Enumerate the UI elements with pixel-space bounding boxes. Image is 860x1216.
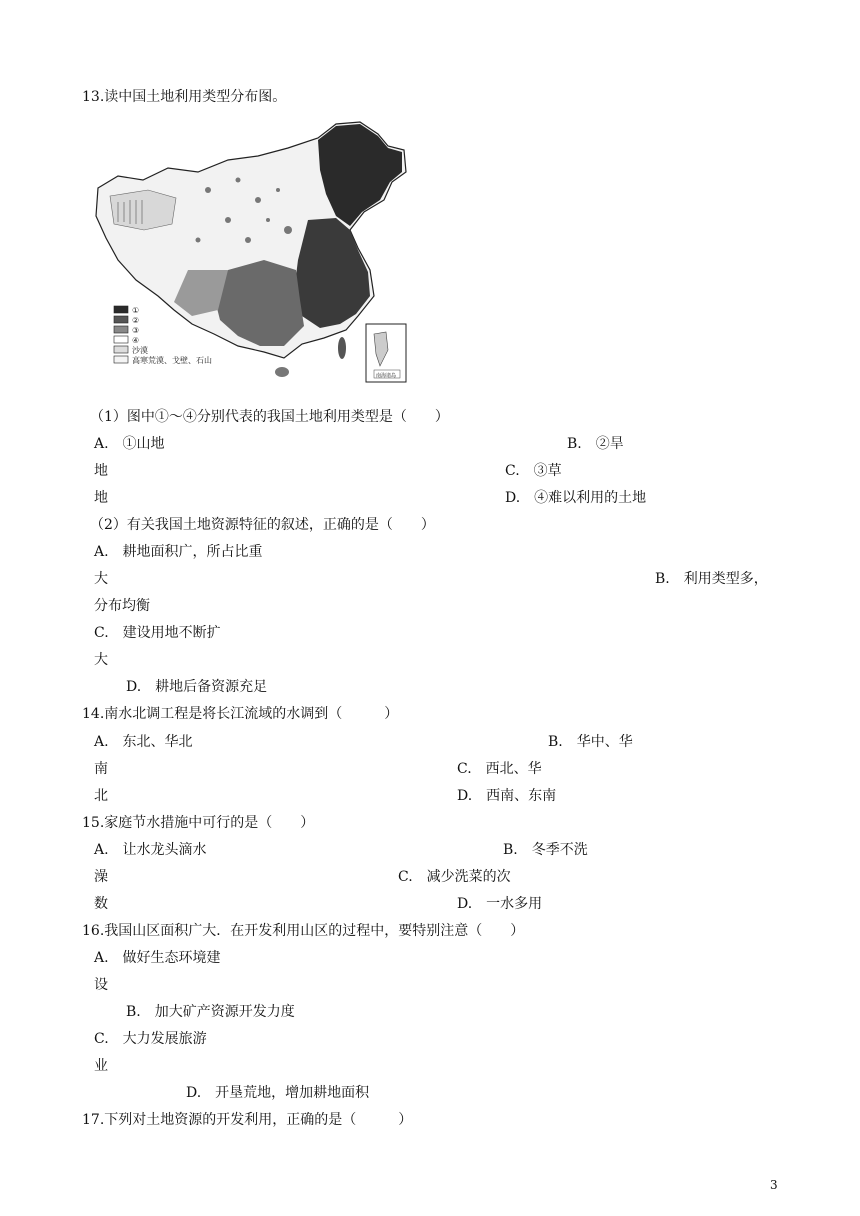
q15-option-b-cont: 澡 xyxy=(94,869,108,885)
q15-stem: 15.家庭节水措施中可行的是（ ） xyxy=(82,815,315,831)
q16-option-c: C. 大力发展旅游 xyxy=(94,1031,207,1047)
svg-text:③: ③ xyxy=(132,326,140,335)
q14-option-d: D. 西南、东南 xyxy=(457,788,557,804)
q13-sub1-option-b-cont: 地 xyxy=(94,463,108,479)
q13-sub1-option-a: A. ①山地 xyxy=(94,436,165,452)
q13-sub1-option-d: D. ④难以利用的土地 xyxy=(505,490,647,506)
q15-option-c: C. 减少洗菜的次 xyxy=(398,869,511,885)
q14-option-c: C. 西北、华 xyxy=(457,761,542,777)
q16-stem: 16.我国山区面积广大．在开发利用山区的过程中，要特别注意（ ） xyxy=(82,923,525,939)
svg-text:南海诸岛: 南海诸岛 xyxy=(376,373,397,379)
svg-text:沙漠: 沙漠 xyxy=(132,346,148,355)
q16-option-d: D. 开垦荒地，增加耕地面积 xyxy=(186,1085,370,1101)
q15-option-a: A. 让水龙头滴水 xyxy=(94,842,207,858)
q13-sub1-option-c-cont: 地 xyxy=(94,490,108,506)
svg-text:高寒荒漠、戈壁、石山: 高寒荒漠、戈壁、石山 xyxy=(132,356,212,365)
q13-sub2-option-d: D. 耕地后备资源充足 xyxy=(126,679,268,695)
q13-sub2-option-c-cont: 大 xyxy=(94,652,108,668)
q13-sub2-option-b: B. 利用类型多， xyxy=(655,571,768,587)
q16-option-a-cont: 设 xyxy=(94,977,108,993)
page-number: 3 xyxy=(770,1178,778,1192)
q14-option-b: B. 华中、华 xyxy=(548,734,633,750)
q13-sub2-option-a-cont: 大 xyxy=(94,571,108,587)
q13-sub2-stem: （2）有关我国土地资源特征的叙述，正确的是（ ） xyxy=(90,517,435,533)
q15-option-c-cont: 数 xyxy=(94,896,108,912)
q16-option-a: A. 做好生态环境建 xyxy=(94,950,221,966)
q14-option-a: A. 东北、华北 xyxy=(94,734,193,750)
svg-text:④: ④ xyxy=(132,336,140,345)
hainan-island xyxy=(275,367,289,377)
q13-sub2-option-b-cont: 分布均衡 xyxy=(94,598,150,614)
q14-option-b-cont: 南 xyxy=(94,761,108,777)
desert-region xyxy=(110,190,176,230)
q15-option-d: D. 一水多用 xyxy=(457,896,543,912)
q14-stem: 14.南水北调工程是将长江流域的水调到（ ） xyxy=(82,706,399,722)
q13-sub1-option-c: C. ③草 xyxy=(505,463,562,479)
q13-sub2-option-c: C. 建设用地不断扩 xyxy=(94,625,221,641)
q13-sub1-stem: （1）图中①～④分别代表的我国土地利用类型是（ ） xyxy=(90,409,449,425)
q13-stem: 13.读中国土地利用类型分布图。 xyxy=(82,89,287,105)
svg-text:②: ② xyxy=(132,316,140,325)
q13-sub2-option-a: A. 耕地面积广，所占比重 xyxy=(94,544,263,560)
q13-sub1-option-b: B. ②旱 xyxy=(567,436,624,452)
china-land-use-map xyxy=(88,120,412,386)
q17-stem: 17.下列对土地资源的开发利用，正确的是（ ） xyxy=(82,1112,413,1128)
q16-option-b: B. 加大矿产资源开发力度 xyxy=(126,1004,295,1020)
q16-option-c-cont: 业 xyxy=(94,1058,108,1074)
svg-text:①: ① xyxy=(132,306,140,315)
q14-option-c-cont: 北 xyxy=(94,788,108,804)
taiwan-island xyxy=(338,337,346,359)
south-china-sea-inset xyxy=(366,324,406,382)
q15-option-b: B. 冬季不洗 xyxy=(503,842,588,858)
